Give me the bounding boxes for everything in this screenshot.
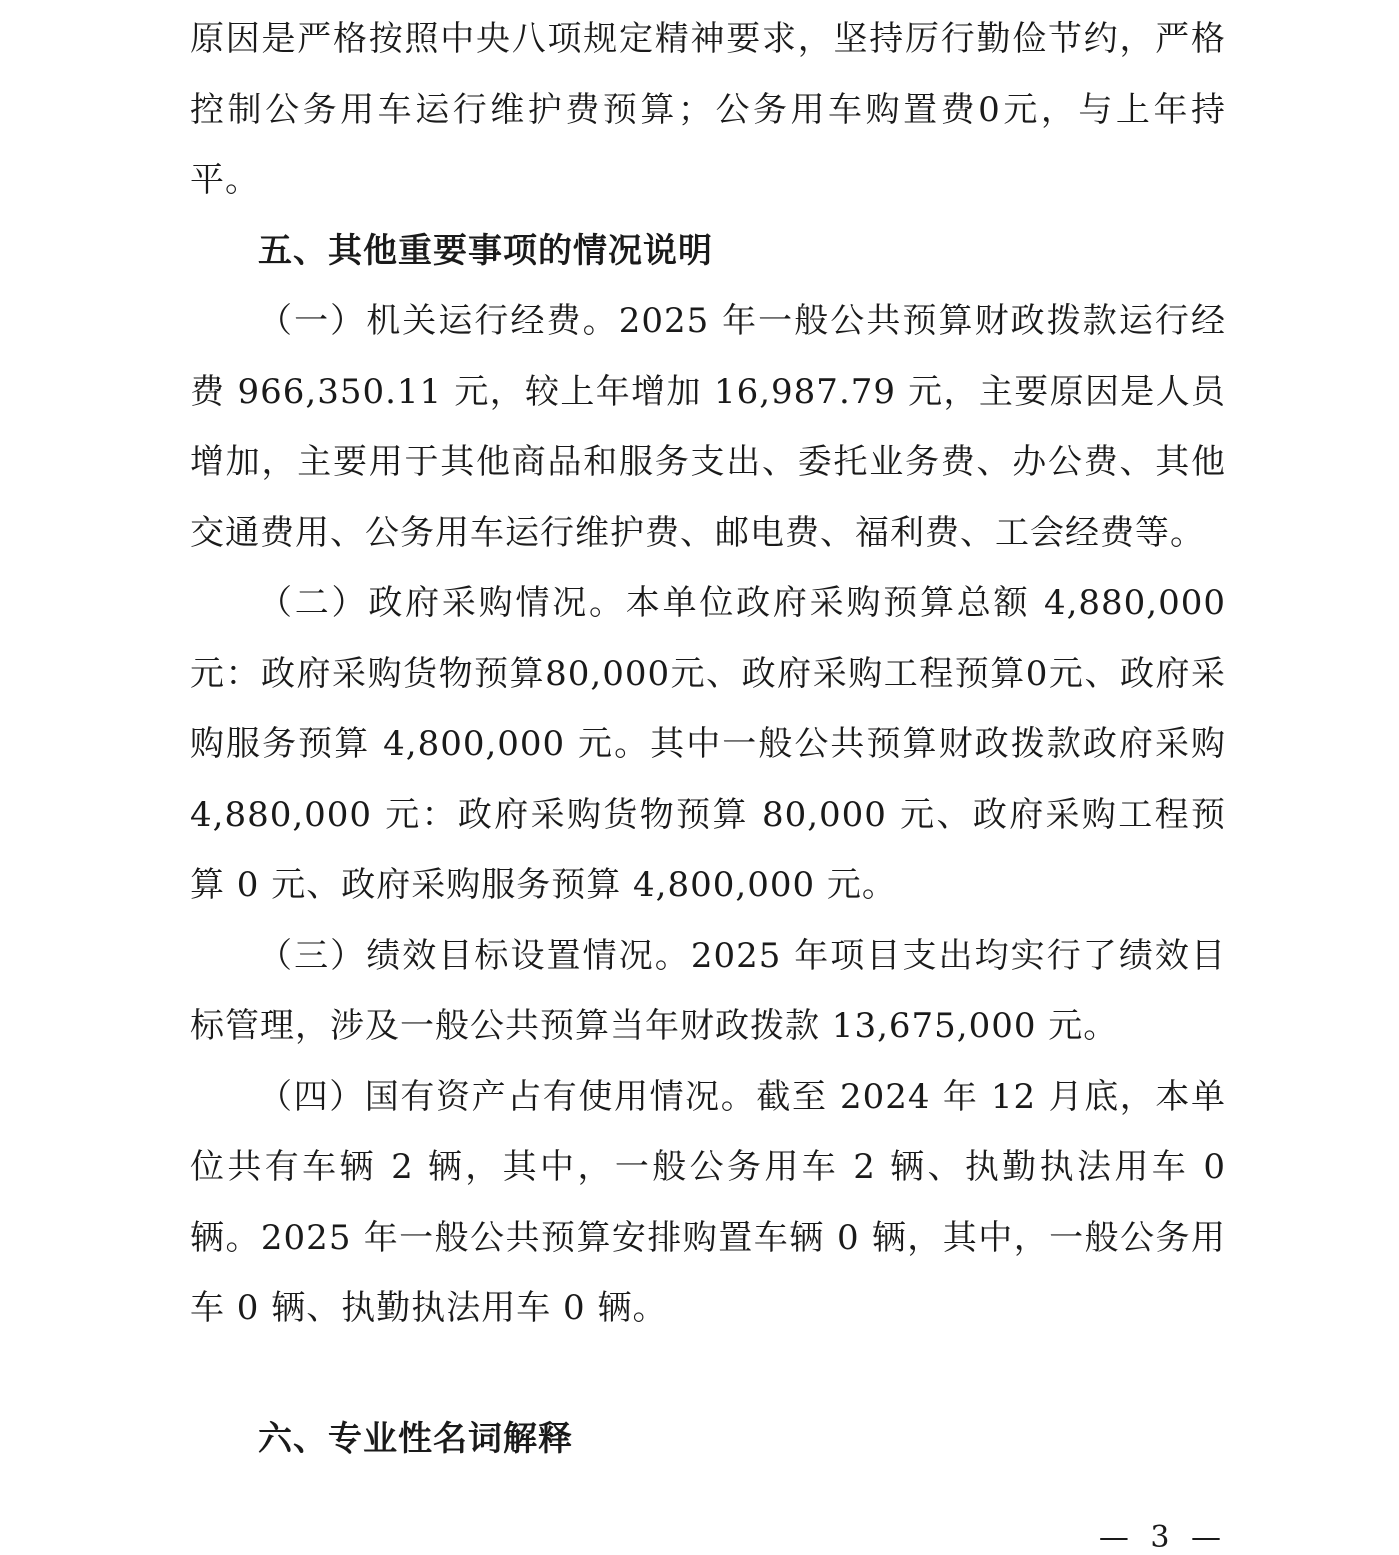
document-body — [190, 4, 1226, 1344]
paragraph-state-assets: （四）国有资产占有使用情况。截至 2024 年 12 月底，本单位共有车辆 2 辆，其中，一般公务用车 2 辆、执勤执法用车 0 辆。2025 年一般公共预算安排购置车辆 0 辆，其中，一般公务用车 0 辆、执勤执法用车 0 辆。 — [190, 1076, 1226, 1328]
paragraph-government-procurement: （二）政府采购情况。本单位政府采购预算总额 4,880,000 元：政府采购货物预算80,000元、政府采购工程预算0元、政府采购服务预算 4,800,000 元。其中一般公共预算财政拨款政府采购 4,880,000 元：政府采购货物预算 80,000 元、政府采购工程预算 0 元、政府采购服务预算 4,800,000 元。 — [190, 583, 1226, 905]
page-number: — 3 — — [1098, 1520, 1227, 1555]
section-six-heading: 六、专业性名词解释 — [258, 1419, 573, 1459]
section-five-heading: 五、其他重要事项的情况说明 — [258, 230, 713, 271]
continued-paragraph: 原因是严格按照中央八项规定精神要求，坚持厉行勤俭节约，严格控制公务用车运行维护费预算；公务用车购置费0元，与上年持平。 — [190, 19, 1226, 200]
paragraph-performance-targets: （三）绩效目标设置情况。2025 年项目支出均实行了绩效目标管理，涉及一般公共预算当年财政拨款 13,675,000 元。 — [190, 935, 1226, 1046]
paragraph-operating-expenses: （一）机关运行经费。2025 年一般公共预算财政拨款运行经费 966,350.11 元，较上年增加 16,987.79 元，主要原因是人员增加，主要用于其他商品和服务支出、委托业务费、办公费、其他交通费用、公务用车运行维护费、邮电费、福利费、工会经费等。 — [190, 301, 1226, 553]
